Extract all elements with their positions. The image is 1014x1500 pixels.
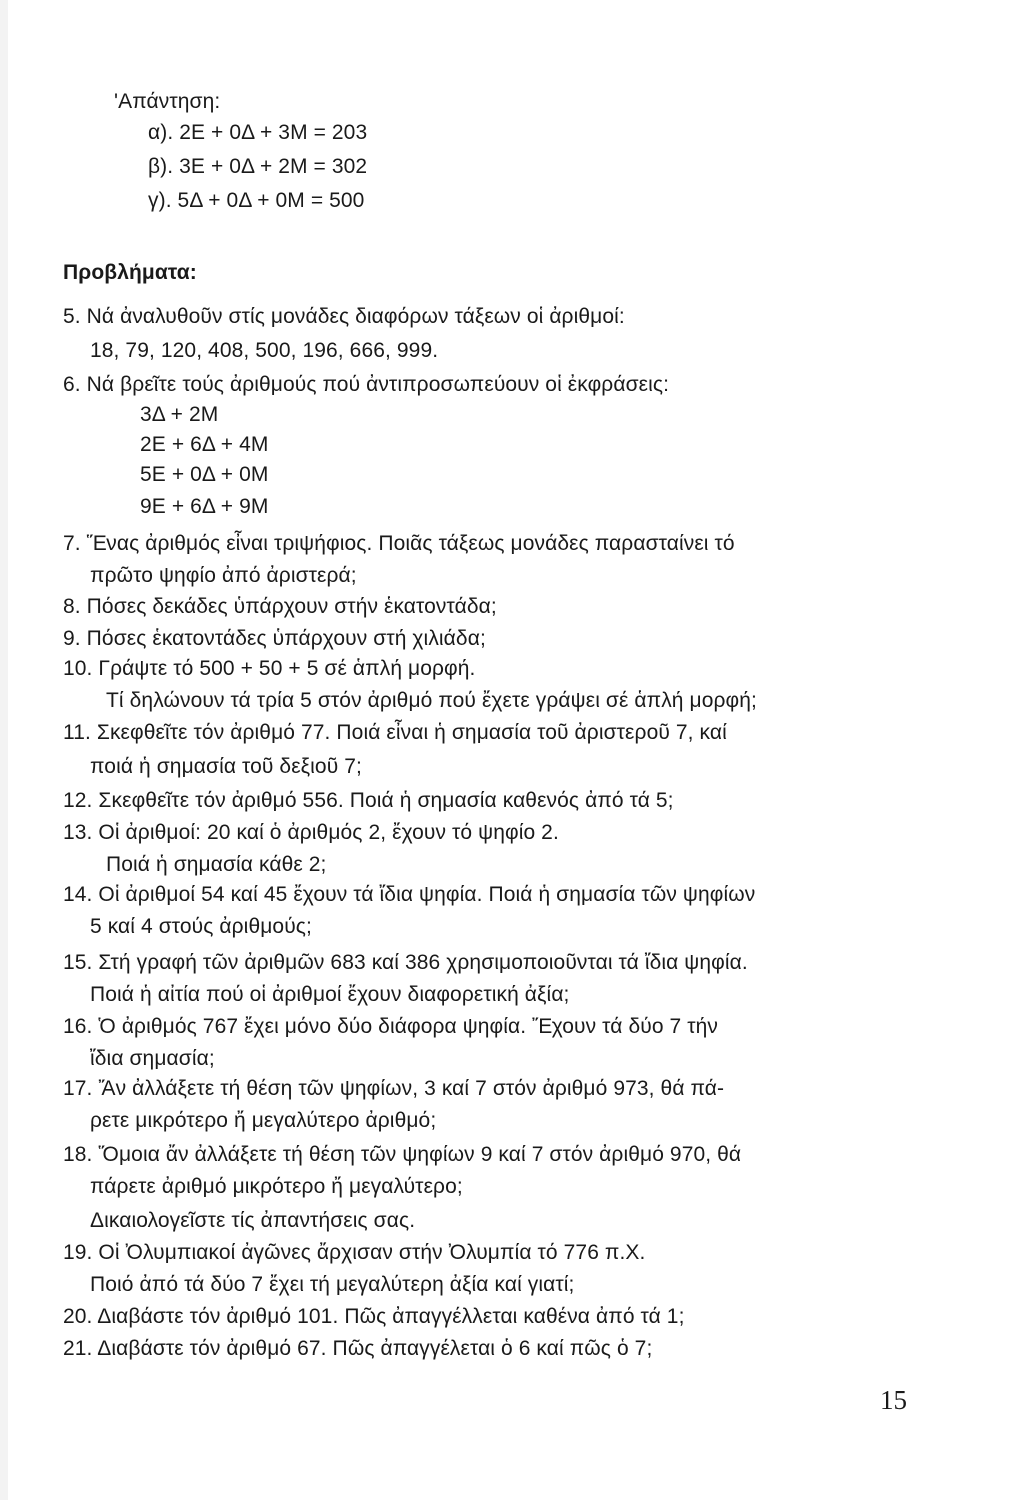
problem-6-expression: 2Ε + 6Δ + 4Μ: [140, 433, 269, 456]
problem-16-line-1: 16. Ὁ ἀριθμός 767 ἔχει μόνο δύο διάφορα ψηφία. Ἔχουν τά δύο 7 τήν: [63, 1015, 719, 1038]
problem-11-line-2: ποιά ἡ σημασία τοῦ δεξιοῦ 7;: [90, 755, 362, 778]
answer-line-b: β). 3Ε + 0Δ + 2Μ = 302: [148, 155, 368, 178]
page-edge: [0, 0, 8, 1500]
problem-19-line-1: 19. Οἱ Ὀλυμπιακοί ἀγῶνες ἄρχισαν στήν Ὀλυμπία τό 776 π.Χ.: [63, 1241, 646, 1264]
problem-11-line-1: 11. Σκεφθεῖτε τόν ἀριθμό 77. Ποιά εἶναι ἡ σημασία τοῦ ἀριστεροῦ 7, καί: [63, 721, 727, 744]
answer-title: 'Απάντηση:: [114, 90, 221, 113]
problem-6-line-1: 6. Νά βρεῖτε τούς ἀριθμούς πού ἀντιπροσωπεύουν οἱ ἐκφράσεις:: [63, 373, 670, 396]
problem-18-line-2: πάρετε ἀριθμό μικρότερο ἤ μεγαλύτερο;: [90, 1175, 463, 1198]
problem-7-line-2: πρῶτο ψηφίο ἀπό ἀριστερά;: [90, 564, 357, 587]
problem-10-line-1: 10. Γράψτε τό 500 + 50 + 5 σέ ἁπλή μορφή.: [63, 657, 476, 680]
problems-heading: Προβλήματα:: [63, 261, 197, 284]
problem-19-line-2: Ποιό ἀπό τά δύο 7 ἔχει τή μεγαλύτερη ἀξία καί γιατί;: [90, 1273, 575, 1296]
problem-21: 21. Διαβάστε τόν ἀριθμό 67. Πῶς ἀπαγγέλεται ὁ 6 καί πῶς ὁ 7;: [63, 1337, 653, 1360]
problem-5-line-1: 5. Νά ἀναλυθοῦν στίς μονάδες διαφόρων τάξεων οἱ ἀριθμοί:: [63, 305, 625, 328]
answer-line-a: α). 2Ε + 0Δ + 3Μ = 203: [148, 121, 368, 144]
problem-15-line-2: Ποιά ἡ αἰτία πού οἱ ἀριθμοί ἔχουν διαφορετική ἀξία;: [90, 983, 570, 1006]
problem-8: 8. Πόσες δεκάδες ὑπάρχουν στήν ἑκατοντάδα;: [63, 595, 497, 618]
problem-18-line-3: Δικαιολογεῖστε τίς ἀπαντήσεις σας.: [90, 1209, 416, 1232]
problem-6-expression: 3Δ + 2Μ: [140, 403, 219, 426]
problem-6-expression: 5Ε + 0Δ + 0Μ: [140, 463, 269, 486]
problem-14-line-2: 5 καί 4 στούς ἀριθμούς;: [90, 915, 312, 938]
problem-17-line-2: ρετε μικρότερο ἤ μεγαλύτερο ἀριθμό;: [90, 1109, 437, 1132]
problem-10-line-2: Τί δηλώνουν τά τρία 5 στόν ἀριθμό πού ἔχετε γράψει σέ ἁπλή μορφή;: [106, 689, 757, 712]
problem-6-expression: 9Ε + 6Δ + 9Μ: [140, 495, 269, 518]
problem-7-line-1: 7. Ἕνας ἀριθμός εἶναι τριψήφιος. Ποιᾶς τάξεως μονάδες παρασταίνει τό: [63, 532, 735, 555]
problem-15-line-1: 15. Στή γραφή τῶν ἀριθμῶν 683 καί 386 χρησιμοποιοῦνται τά ἴδια ψηφία.: [63, 951, 748, 974]
problem-5-line-2: 18, 79, 120, 408, 500, 196, 666, 999.: [90, 339, 439, 362]
page-number: 15: [880, 1385, 907, 1415]
problem-17-line-1: 17. Ἄν ἀλλάξετε τή θέση τῶν ψηφίων, 3 καί 7 στόν ἀριθμό 973, θά πά-: [63, 1077, 725, 1100]
problem-16-line-2: ἴδια σημασία;: [90, 1047, 215, 1070]
problem-20: 20. Διαβάστε τόν ἀριθμό 101. Πῶς ἀπαγγέλλεται καθένα ἀπό τά 1;: [63, 1305, 685, 1328]
problem-14-line-1: 14. Οἱ ἀριθμοί 54 καί 45 ἔχουν τά ἴδια ψηφία. Ποιά ἡ σημασία τῶν ψηφίων: [63, 883, 756, 906]
answer-line-c: γ). 5Δ + 0Δ + 0Μ = 500: [148, 189, 365, 212]
problem-12: 12. Σκεφθεῖτε τόν ἀριθμό 556. Ποιά ἡ σημασία καθενός ἀπό τά 5;: [63, 789, 674, 812]
problem-9: 9. Πόσες ἑκατοντάδες ὑπάρχουν στή χιλιάδα;: [63, 627, 486, 650]
problem-18-line-1: 18. Ὅμοια ἄν ἀλλάξετε τή θέση τῶν ψηφίων 9 καί 7 στόν ἀριθμό 970, θά: [63, 1143, 742, 1166]
problem-13-line-1: 13. Οἱ ἀριθμοί: 20 καί ὁ ἀριθμός 2, ἔχουν τό ψηφίο 2.: [63, 821, 559, 844]
problem-13-line-2: Ποιά ἡ σημασία κάθε 2;: [106, 853, 327, 876]
